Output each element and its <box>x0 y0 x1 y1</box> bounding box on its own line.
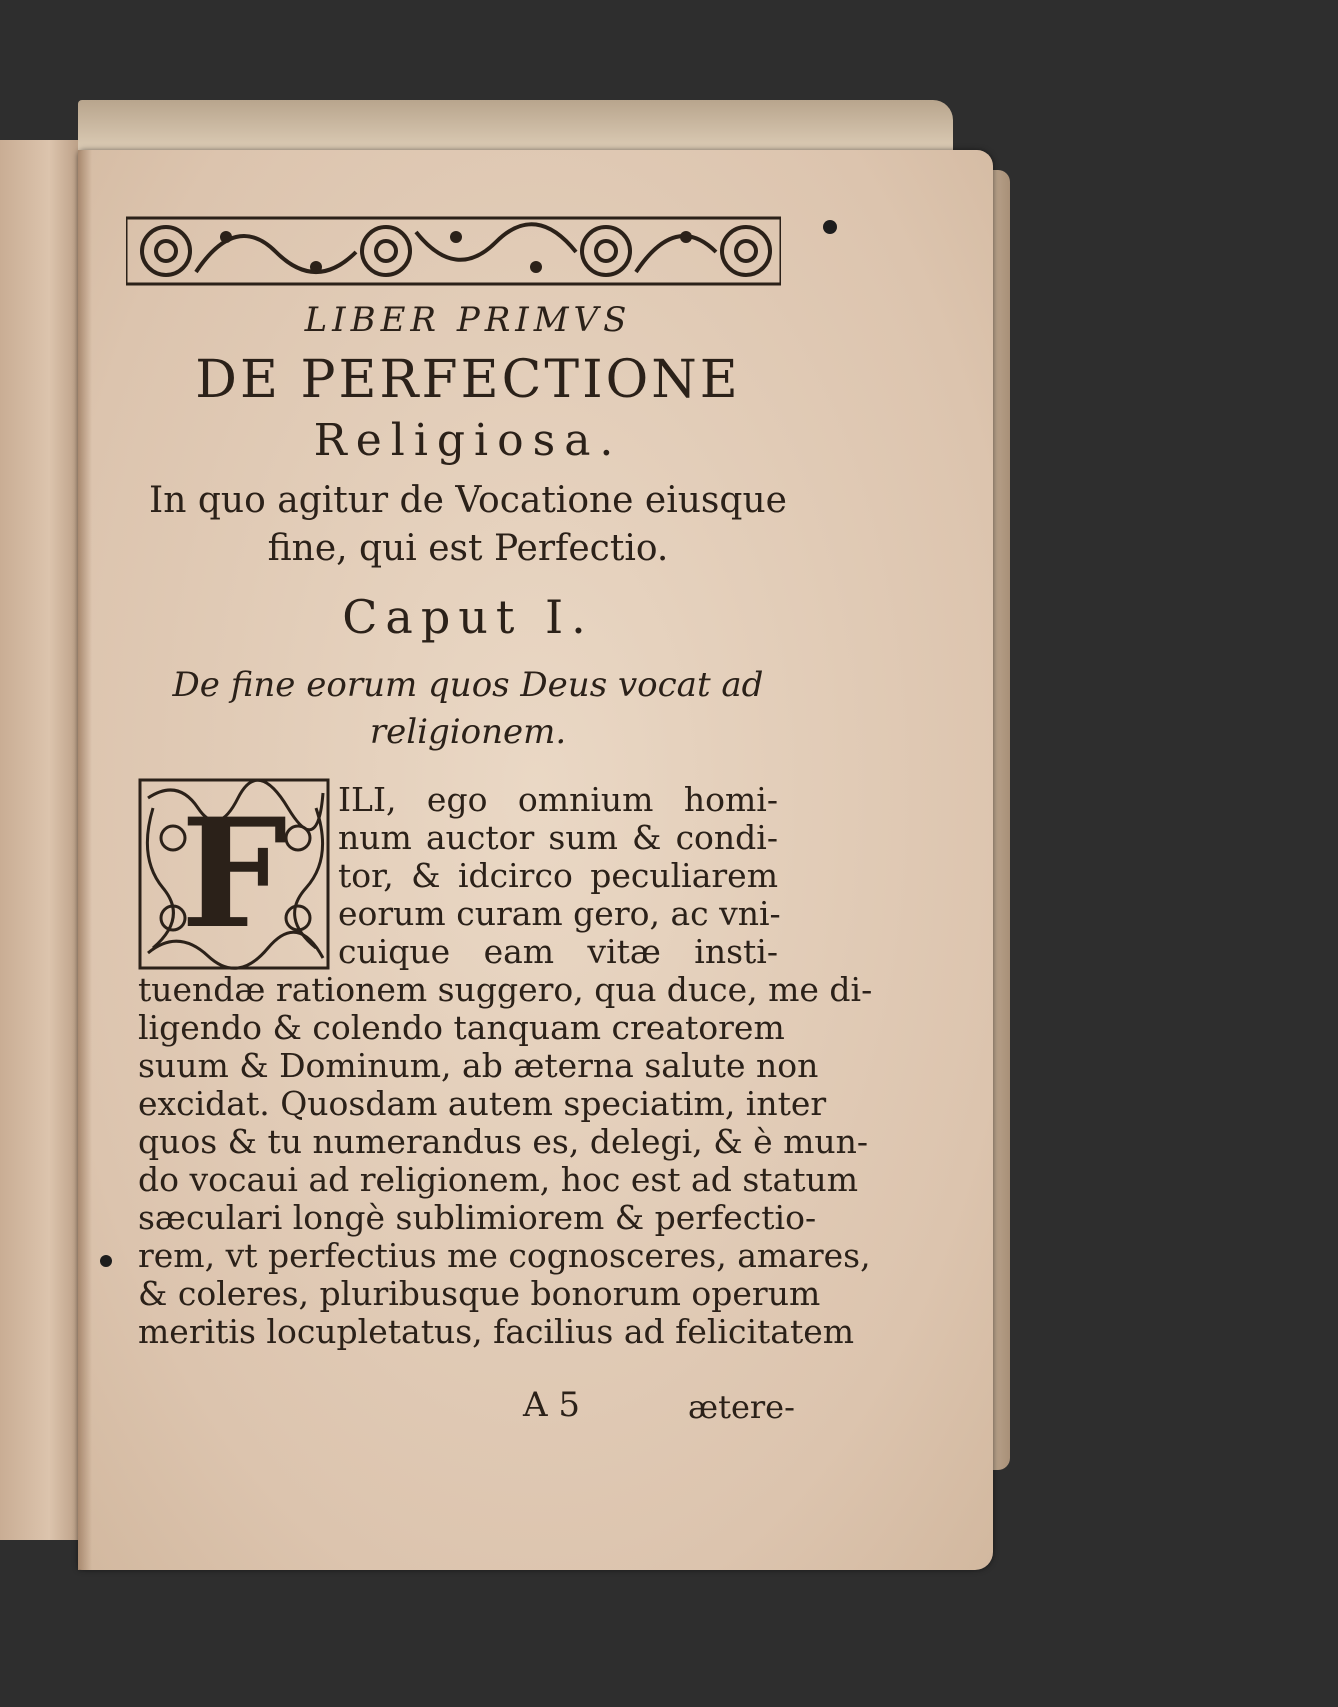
body-line: num auctor sum & condi- <box>338 818 778 857</box>
body-line: tuendæ rationem suggero, qua duce, me di- <box>138 970 873 1009</box>
body-line: eorum curam gero, ac vni- <box>338 894 781 933</box>
left-page-edge <box>0 140 82 1540</box>
body-line: rem, vt perfectius me cognosceres, amares, <box>138 1236 871 1275</box>
body-line: & coleres, pluribusque bonorum operum <box>138 1274 821 1313</box>
page-gutter <box>78 150 92 1570</box>
body-line: do vocaui ad religionem, hoc est ad statum <box>138 1160 859 1199</box>
signature-mark: A 5 <box>523 1385 580 1425</box>
body-line: quos & tu numerandus es, delegi, & è mun- <box>138 1122 869 1161</box>
body-line: ILI, ego omnium homi- <box>338 780 778 819</box>
body-line: excidat. Quosdam autem speciatim, inter <box>138 1084 827 1123</box>
chapter-heading-line: De fine eorum quos Deus vocat ad <box>172 665 764 705</box>
chapter-number: Caput I. <box>342 590 594 644</box>
ornamental-headpiece <box>126 212 781 290</box>
book-number: LIBER PRIMVS <box>304 300 632 340</box>
punch-hole <box>100 1255 112 1267</box>
body-line: ligendo & colendo tanquam creatorem <box>138 1008 785 1047</box>
book-page <box>78 150 993 1570</box>
body-line: sæculari longè sublimiorem & perfectio- <box>138 1198 817 1237</box>
intro-line: fine, qui est Perfectio. <box>267 528 669 569</box>
book-title: DE PERFECTIONE <box>195 350 741 410</box>
initial-letter: F <box>180 786 288 962</box>
intro-line: In quo agitur de Vocatione eiusque <box>149 480 787 521</box>
punch-hole <box>823 220 837 234</box>
body-line: cuique eam vitæ insti- <box>338 932 778 971</box>
book-subtitle: Religiosa. <box>313 415 623 466</box>
chapter-heading-line: religionem. <box>369 712 567 752</box>
body-line: meritis locupletatus, facilius ad felicitatem <box>138 1312 855 1351</box>
body-line: tor, & idcirco peculiarem <box>338 856 778 895</box>
body-line: suum & Dominum, ab æterna salute non <box>138 1046 819 1085</box>
catchword: ætere- <box>688 1388 795 1426</box>
decorated-initial <box>138 778 330 970</box>
